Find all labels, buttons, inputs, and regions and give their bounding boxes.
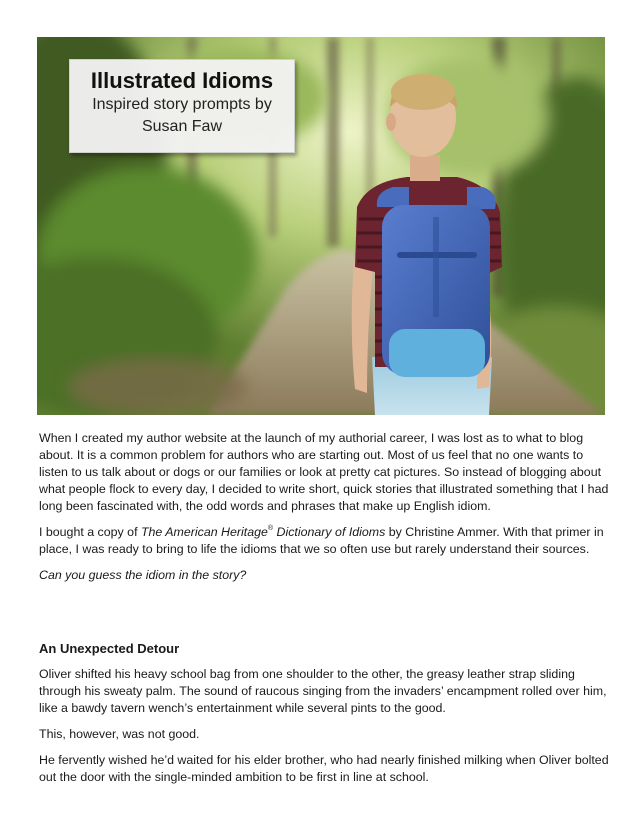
idiom-question: Can you guess the idiom in the story?	[39, 568, 247, 582]
story-heading: An Unexpected Detour	[39, 641, 180, 656]
intro-paragraph-2	[39, 524, 609, 558]
story-section	[39, 640, 609, 795]
story-paragraph-1: Oliver shifted his heavy school bag from one shoulder to the other, the greasy leather strap sliding through his sweaty palm. The sound of raucous singing from the invaders’ encampment rolled over him, like a bawdy tavern wench’s entertainment while several pints to the good.	[39, 667, 607, 715]
intro-paragraph-2-suffix: by Christine Ammer. With that primer in place, I was ready to bring to life the idioms that we so often use but rarely understand their sources.	[39, 525, 604, 556]
intro-paragraph-2-prefix: I bought a copy of	[39, 525, 141, 539]
intro-paragraph-1: When I created my author website at the launch of my authorial career, I was lost as to what to blog about. It is a common problem for authors who are starting out. Most of us feel that no one wants to listen to us talk about or dogs or our families or look at pretty cat pictures. So instead of blogging about what people flock to every day, I decided to write short, quick stories that illustrated something that I had long been fascinated with, the odd words and phrases that make up English idiom.	[39, 431, 609, 513]
hero-photo	[37, 37, 605, 415]
page-title: Illustrated Idioms	[90, 68, 274, 93]
registered-mark: ®	[267, 525, 274, 532]
book-title-end: Dictionary of Idioms	[273, 525, 386, 539]
story-paragraph-3: He fervently wished he’d waited for his elder brother, who had nearly finished milking when Oliver bolted out the door with the single-minded ambition to be first in line at school.	[39, 753, 609, 784]
page-subtitle: Inspired story prompts by Susan Faw	[92, 96, 272, 135]
intro-section	[39, 430, 609, 593]
book-title: The American Heritage	[140, 525, 268, 539]
title-card	[69, 59, 295, 153]
story-paragraph-2: This, however, was not good.	[39, 727, 200, 741]
